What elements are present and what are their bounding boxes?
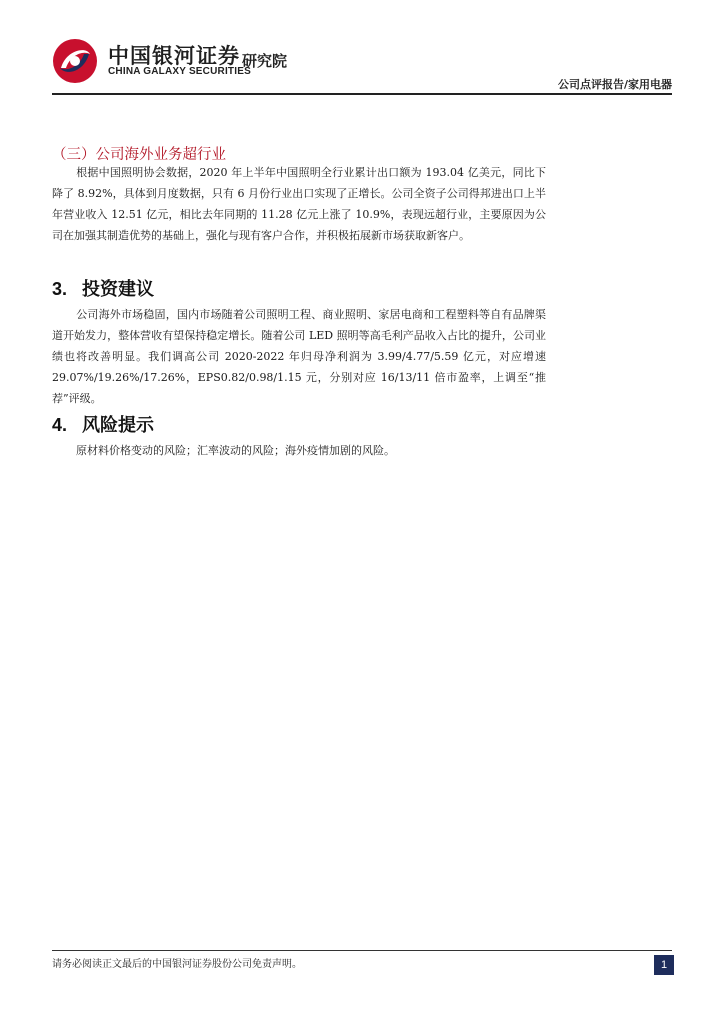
report-type-label: 公司点评报告/家用电器 [557, 78, 672, 91]
company-logo [52, 36, 312, 86]
risk-paragraph-text: 原材料价格变动的风险；汇率波动的风险；海外疫情加剧的风险。 [76, 444, 395, 457]
section-3-title: 投资建议 [82, 279, 154, 300]
page-number: 1 [654, 955, 674, 975]
footer-divider [52, 950, 672, 951]
header-divider [52, 93, 672, 95]
section-4-title: 风险提示 [82, 415, 154, 436]
section-4-heading [52, 411, 154, 437]
section-3-heading [52, 275, 154, 301]
logo-chinese-name: 中国银河证券 [108, 44, 240, 68]
investment-paragraph-text: 公司海外市场稳固，国内市场随着公司照明工程、商业照明、家居电商和工程塑料等自有品牌渠道开始发力，整体营收有望保持稳定增长。随着公司 LED 照明等高毛利产品收入占比的提升，公司业绩也将改善明显。我们调高公司 2020-2022 年归母净利润为 3.99/4.77/5.59 亿元，对应增速 29.07%/19.26%/17.26%，EPS0.82/0.98/1.15 元，分别对应 16/13/11 倍市盈率，上调至“推荐”评级。 [52, 308, 546, 405]
research-institute-label: 研究院 [242, 52, 288, 70]
disclaimer-note: 请务必阅读正文最后的中国银河证券股份公司免责声明。 [52, 959, 302, 970]
overseas-paragraph [52, 162, 546, 246]
section-4-number: 4. [52, 415, 68, 435]
galaxy-logo-icon [52, 38, 98, 84]
section-3-number: 3. [52, 279, 68, 299]
investment-paragraph [52, 304, 546, 409]
risk-paragraph [52, 440, 546, 461]
logo-english-name: CHINA GALAXY SECURITIES [108, 66, 251, 77]
overseas-paragraph-text: 根据中国照明协会数据，2020 年上半年中国照明全行业累计出口额为 193.04 亿美元，同比下降了 8.92%，具体到月度数据，只有 6 月份行业出口实现了正增长。公司全资子公司得邦进出口上半年营业收入 12.51 亿元，相比去年同期的 11.28 亿元上涨了 10.9%，表现远超行业，主要原因为公司在加强其制造优势的基础上，强化与现有客户合作，并积极拓展新市场获取新客户。 [52, 166, 546, 242]
overseas-section-title: （三）公司海外业务超行业 [52, 147, 226, 163]
